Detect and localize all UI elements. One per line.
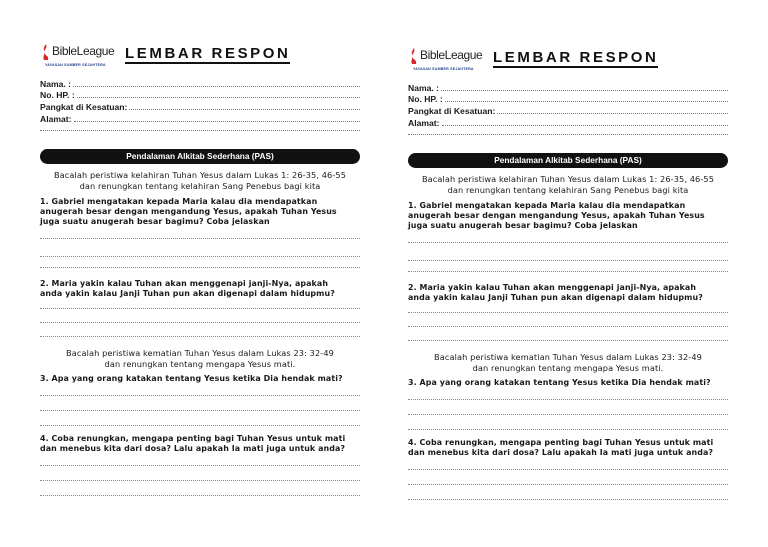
question-2-line2: anda yakin kalau Janji Tuhan pun akan digenapi dalam hidupmu? (40, 289, 335, 298)
name-field[interactable] (408, 81, 728, 93)
identity-fields (408, 81, 728, 135)
rank-field[interactable] (40, 101, 360, 113)
section1-intro-line1: Bacalah peristiwa kelahiran Tuhan Yesus dalam Lukas 1: 26-35, 46-55 (421, 174, 715, 184)
section2-intro-line1: Bacalah peristiwa kematian Tuhan Yesus dalam Lukas 23: 32-49 (66, 348, 334, 358)
question-2 (408, 283, 728, 303)
section1-intro-line2: dan renungkan tentang kelahiran Sang Penebus bagi kita (447, 184, 689, 195)
section1-intro-line2: dan renungkan tentang kelahiran Sang Penebus bagi kita (79, 180, 321, 191)
rank-label: Pangkat di Kesatuan: (40, 102, 128, 113)
section2-intro-line2: dan renungkan tentang mengapa Yesus mati. (104, 358, 296, 369)
page-title: LEMBAR RESPON (493, 49, 659, 66)
address-line-2[interactable] (40, 130, 360, 131)
question-4-line1: 4. Coba renungkan, mengapa penting bagi Tuhan Yesus untuk mati (40, 434, 346, 443)
section2-intro-line1: Bacalah peristiwa kematian Tuhan Yesus dalam Lukas 23: 32-49 (434, 352, 702, 362)
section2-intro (40, 348, 360, 369)
phone-line[interactable] (445, 101, 728, 102)
answer-line[interactable] (408, 414, 728, 415)
response-sheet-right (408, 4, 738, 547)
section-banner: Pendalaman Alkitab Sederhana (PAS) (40, 149, 360, 164)
answer-line[interactable] (40, 322, 360, 323)
question-1-line1: 1. Gabriel mengatakan kepada Maria kalau dia mendapatkan (40, 197, 318, 206)
answer-line[interactable] (40, 495, 360, 496)
question-2 (40, 279, 360, 299)
question-3 (408, 378, 728, 388)
question-3-line1: 3. Apa yang orang katakan tentang Yesus ketika Dia hendak mati? (408, 378, 711, 387)
answer-line[interactable] (40, 410, 360, 411)
address-field[interactable] (408, 116, 728, 128)
answer-line[interactable] (408, 326, 728, 327)
phone-label: No. HP. : (40, 90, 75, 101)
brand-name: BibleLeague (420, 48, 483, 62)
question-1 (408, 201, 728, 231)
rank-label: Pangkat di Kesatuan: (408, 106, 496, 117)
question-1 (40, 197, 360, 227)
question-3-line1: 3. Apa yang orang katakan tentang Yesus ketika Dia hendak mati? (40, 374, 343, 383)
question-4-line1: 4. Coba renungkan, mengapa penting bagi Tuhan Yesus untuk mati (408, 438, 714, 447)
answer-line[interactable] (40, 238, 360, 239)
answer-line[interactable] (40, 308, 360, 309)
name-line[interactable] (441, 90, 728, 91)
answer-lines-4[interactable] (408, 469, 728, 500)
answer-line[interactable] (408, 260, 728, 261)
answer-line[interactable] (408, 242, 728, 243)
question-2-line2: anda yakin kalau Janji Tuhan pun akan digenapi dalam hidupmu? (408, 293, 703, 302)
address-line[interactable] (442, 125, 728, 126)
address-line[interactable] (74, 121, 360, 122)
question-1-line2: anugerah besar dengan mengandung Yesus, apakah Tuhan Yesus (40, 207, 337, 216)
answer-line[interactable] (408, 484, 728, 485)
phone-field[interactable] (40, 89, 360, 101)
address-label: Alamat: (40, 113, 72, 124)
answer-line[interactable] (408, 271, 728, 272)
name-field[interactable] (40, 77, 360, 89)
section2-intro-line2: dan renungkan tentang mengapa Yesus mati. (472, 362, 664, 373)
address-label: Alamat: (408, 117, 440, 128)
answer-lines-1[interactable] (408, 242, 728, 272)
name-line[interactable] (73, 86, 360, 87)
answer-line[interactable] (408, 499, 728, 500)
answer-line[interactable] (40, 425, 360, 426)
question-2-line1: 2. Maria yakin kalau Tuhan akan menggenapi janji-Nya, apakah (40, 279, 329, 288)
section2-intro (408, 352, 728, 373)
page-title: LEMBAR RESPON (125, 45, 291, 62)
phone-label: No. HP. : (408, 94, 443, 105)
question-1-line2: anugerah besar dengan mengandung Yesus, apakah Tuhan Yesus (408, 211, 705, 220)
address-line-2[interactable] (408, 134, 728, 135)
rank-field[interactable] (408, 105, 728, 117)
question-1-line3: juga suatu anugerah besar bagimu? Coba jelaskan (40, 217, 270, 226)
answer-line[interactable] (40, 336, 360, 337)
question-1-line3: juga suatu anugerah besar bagimu? Coba jelaskan (408, 221, 638, 230)
rank-line[interactable] (497, 113, 728, 114)
brand-tagline: YAYASAN SUMBER SEJAHTERA (413, 67, 474, 71)
answer-lines-2[interactable] (408, 312, 728, 341)
answer-line[interactable] (40, 267, 360, 268)
question-1-line1: 1. Gabriel mengatakan kepada Maria kalau dia mendapatkan (408, 201, 686, 210)
answer-lines-4[interactable] (40, 465, 360, 496)
answer-line[interactable] (40, 395, 360, 396)
flame-logo-icon (410, 48, 418, 64)
phone-line[interactable] (77, 97, 360, 98)
bible-league-logo (410, 46, 488, 76)
answer-line[interactable] (408, 399, 728, 400)
question-4-line2: dan menebus kita dari dosa? Lalu apakah Ia mati juga untuk anda? (40, 444, 346, 453)
question-2-line1: 2. Maria yakin kalau Tuhan akan menggenapi janji-Nya, apakah (408, 283, 697, 292)
answer-lines-1[interactable] (40, 238, 360, 268)
section1-intro (40, 170, 360, 191)
question-4 (408, 438, 728, 458)
answer-line[interactable] (408, 312, 728, 313)
answer-line[interactable] (408, 429, 728, 430)
phone-field[interactable] (408, 93, 728, 105)
name-label: Nama. : (408, 82, 440, 93)
brand-name: BibleLeague (52, 44, 115, 58)
rank-line[interactable] (129, 109, 360, 110)
answer-lines-3[interactable] (40, 395, 360, 426)
identity-fields (40, 77, 360, 131)
question-4-line2: dan menebus kita dari dosa? Lalu apakah Ia mati juga untuk anda? (408, 448, 714, 457)
answer-lines-3[interactable] (408, 399, 728, 430)
answer-line[interactable] (40, 256, 360, 257)
name-label: Nama. : (40, 78, 72, 89)
question-4 (40, 434, 360, 454)
section1-intro-line1: Bacalah peristiwa kelahiran Tuhan Yesus dalam Lukas 1: 26-35, 46-55 (53, 170, 347, 180)
answer-line[interactable] (40, 465, 360, 466)
brand-tagline: YAYASAN SUMBER SEJAHTERA (45, 63, 106, 67)
response-sheet-left (40, 0, 370, 543)
bible-league-logo (42, 42, 120, 72)
answer-line[interactable] (40, 480, 360, 481)
answer-lines-2[interactable] (40, 308, 360, 337)
answer-line[interactable] (408, 469, 728, 470)
address-field[interactable] (40, 112, 360, 124)
section-banner: Pendalaman Alkitab Sederhana (PAS) (408, 153, 728, 168)
question-3 (40, 374, 360, 384)
section1-intro (408, 174, 728, 195)
flame-logo-icon (42, 44, 50, 60)
answer-line[interactable] (408, 340, 728, 341)
